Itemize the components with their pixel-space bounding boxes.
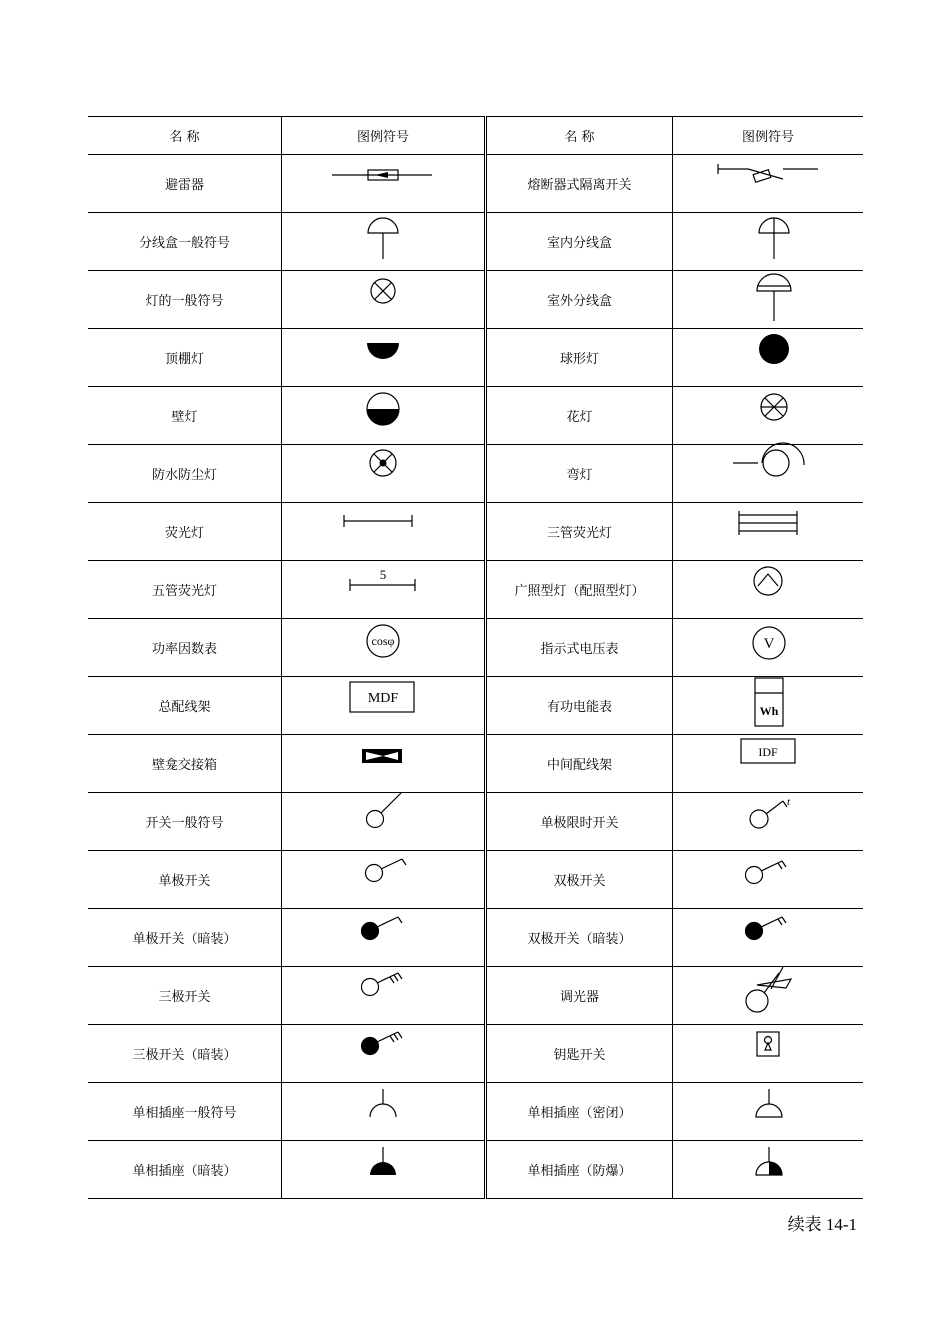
symbol-name: 总配线架 <box>88 677 282 735</box>
symbol-cell <box>282 735 486 793</box>
symbol-name: 单极限时开关 <box>486 793 673 851</box>
symbol-cell <box>673 851 864 909</box>
symbol-name: 五管荧光灯 <box>88 561 282 619</box>
waterproof-lamp-icon <box>282 445 484 502</box>
symbol-cell <box>673 909 864 967</box>
header-name-right: 名 称 <box>486 117 673 155</box>
symbol-cell <box>673 271 864 329</box>
symbol-name: 顶棚灯 <box>88 329 282 387</box>
bent-lamp-icon <box>673 445 863 502</box>
indoor-junction-box-icon <box>673 213 863 270</box>
symbol-label: IDF <box>758 745 778 759</box>
wide-beam-lamp-icon <box>673 561 863 618</box>
socket-icon <box>282 1083 484 1140</box>
sealed-socket-icon <box>673 1083 863 1140</box>
table-row <box>88 561 863 619</box>
symbol-cell <box>282 387 486 445</box>
symbol-name: 熔断器式隔离开关 <box>486 155 673 213</box>
symbol-cell <box>673 561 864 619</box>
symbol-cell <box>282 445 486 503</box>
header-symbol-left: 图例符号 <box>282 117 486 155</box>
watt-hour-meter-icon <box>673 677 863 734</box>
symbol-name: 单极开关 <box>88 851 282 909</box>
table-row <box>88 503 863 561</box>
outdoor-junction-box-icon <box>673 271 863 328</box>
header-name-left: 名 称 <box>88 117 282 155</box>
symbol-cell <box>282 213 486 271</box>
symbol-name: 三极开关 <box>88 967 282 1025</box>
single-pole-switch-concealed-icon <box>282 909 484 966</box>
table-row <box>88 967 863 1025</box>
symbol-cell <box>673 735 864 793</box>
symbol-name: 双极开关（暗装） <box>486 909 673 967</box>
table-header-row <box>88 117 863 155</box>
symbol-cell <box>673 503 864 561</box>
table-row <box>88 329 863 387</box>
symbol-cell <box>282 967 486 1025</box>
time-switch-icon <box>673 793 863 850</box>
symbol-name: 三极开关（暗装） <box>88 1025 282 1083</box>
symbol-cell <box>673 445 864 503</box>
triple-pole-switch-concealed-icon <box>282 1025 484 1082</box>
symbol-name: 单相插座（防爆） <box>486 1141 673 1199</box>
symbol-name: 功率因数表 <box>88 619 282 677</box>
wall-lamp-icon <box>282 387 484 444</box>
symbol-name: 开关一般符号 <box>88 793 282 851</box>
table-row <box>88 677 863 735</box>
fluorescent-lamp-icon <box>282 503 484 560</box>
table-row <box>88 735 863 793</box>
symbol-cell <box>673 387 864 445</box>
symbol-name: 指示式电压表 <box>486 619 673 677</box>
table-row <box>88 1141 863 1199</box>
symbol-table <box>88 116 863 1199</box>
symbol-cell <box>673 1025 864 1083</box>
table-row <box>88 155 863 213</box>
symbol-name: 荧光灯 <box>88 503 282 561</box>
symbol-cell <box>282 1083 486 1141</box>
dimmer-icon <box>673 967 863 1024</box>
symbol-cell <box>673 1141 864 1199</box>
symbol-name: 调光器 <box>486 967 673 1025</box>
symbol-cell <box>673 619 864 677</box>
table-row <box>88 909 863 967</box>
lightning-arrester-icon <box>282 155 484 212</box>
table-row <box>88 445 863 503</box>
table-caption: 续表 14-1 <box>787 1215 857 1234</box>
symbol-cell <box>282 677 486 735</box>
symbol-cell <box>282 155 486 213</box>
symbol-name: 室内分线盒 <box>486 213 673 271</box>
switch-icon <box>282 793 484 850</box>
symbol-label: cosφ <box>371 634 395 648</box>
symbol-name: 钥匙开关 <box>486 1025 673 1083</box>
symbol-name: 弯灯 <box>486 445 673 503</box>
table-row <box>88 851 863 909</box>
symbol-label: Wh <box>759 704 779 718</box>
symbol-label: MDF <box>367 691 399 706</box>
symbol-name: 灯的一般符号 <box>88 271 282 329</box>
main-distribution-frame-icon <box>282 677 484 734</box>
explosion-proof-socket-icon <box>673 1141 863 1198</box>
table-row <box>88 271 863 329</box>
table-row <box>88 793 863 851</box>
symbol-cell <box>673 155 864 213</box>
power-factor-meter-icon <box>282 619 484 676</box>
symbol-name: 避雷器 <box>88 155 282 213</box>
double-pole-switch-icon <box>673 851 863 908</box>
table-row <box>88 619 863 677</box>
junction-box-icon <box>282 213 484 270</box>
fuse-disconnector-icon <box>673 155 863 212</box>
chandelier-icon <box>673 387 863 444</box>
intermediate-distribution-frame-icon <box>673 735 863 792</box>
symbol-cell <box>282 851 486 909</box>
voltmeter-icon <box>673 619 863 676</box>
single-pole-switch-icon <box>282 851 484 908</box>
symbol-label: 5 <box>379 567 387 582</box>
symbol-name: 壁灯 <box>88 387 282 445</box>
symbol-cell <box>673 213 864 271</box>
niche-cross-box-icon <box>282 735 484 792</box>
symbol-cell <box>673 1083 864 1141</box>
symbol-name: 防水防尘灯 <box>88 445 282 503</box>
ceiling-lamp-icon <box>282 329 484 386</box>
symbol-name: 三管荧光灯 <box>486 503 673 561</box>
symbol-name: 室外分线盒 <box>486 271 673 329</box>
symbol-cell <box>673 329 864 387</box>
symbol-cell <box>282 271 486 329</box>
symbol-cell <box>673 967 864 1025</box>
symbol-name: 单极开关（暗装） <box>88 909 282 967</box>
symbol-cell <box>282 793 486 851</box>
concealed-socket-icon <box>282 1141 484 1198</box>
symbol-name: 单相插座（暗装） <box>88 1141 282 1199</box>
triple-fluorescent-lamp-icon <box>673 503 863 560</box>
symbol-name: 双极开关 <box>486 851 673 909</box>
symbol-cell <box>673 793 864 851</box>
table-row <box>88 213 863 271</box>
symbol-name: 广照型灯（配照型灯） <box>486 561 673 619</box>
symbol-name: 有功电能表 <box>486 677 673 735</box>
symbol-cell <box>282 1141 486 1199</box>
five-fluorescent-lamp-icon <box>282 561 484 618</box>
symbol-cell <box>282 561 486 619</box>
symbol-name: 壁龛交接箱 <box>88 735 282 793</box>
table-row <box>88 387 863 445</box>
symbol-cell <box>282 619 486 677</box>
symbol-name: 单相插座（密闭） <box>486 1083 673 1141</box>
lamp-icon <box>282 271 484 328</box>
symbol-cell <box>282 329 486 387</box>
symbol-name: 花灯 <box>486 387 673 445</box>
symbol-label: t <box>787 796 791 808</box>
header-symbol-right: 图例符号 <box>673 117 864 155</box>
table-row <box>88 1025 863 1083</box>
key-switch-icon <box>673 1025 863 1082</box>
symbol-label: V <box>763 636 775 652</box>
symbol-cell <box>673 677 864 735</box>
triple-pole-switch-icon <box>282 967 484 1024</box>
table-row <box>88 1083 863 1141</box>
globe-lamp-icon <box>673 329 863 386</box>
symbol-name: 分线盒一般符号 <box>88 213 282 271</box>
symbol-cell <box>282 1025 486 1083</box>
double-pole-switch-concealed-icon <box>673 909 863 966</box>
symbol-name: 球形灯 <box>486 329 673 387</box>
symbol-cell <box>282 503 486 561</box>
symbol-name: 单相插座一般符号 <box>88 1083 282 1141</box>
symbol-name: 中间配线架 <box>486 735 673 793</box>
symbol-cell <box>282 909 486 967</box>
